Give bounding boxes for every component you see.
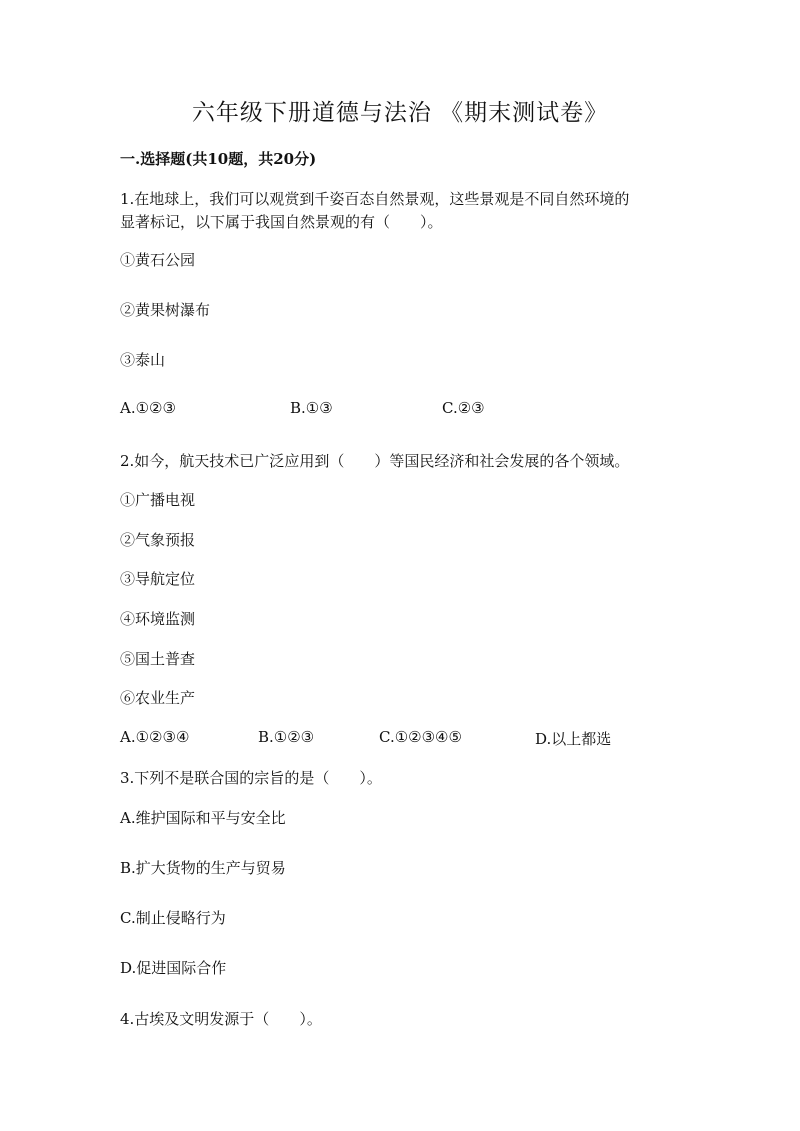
q2-item-1: ①广播电视 [120,491,196,509]
q2-stem: 2.如今，航天技术已广泛应用到（ ）等国民经济和社会发展的各个领域。 [120,452,630,470]
q3-option-d: D.促进国际合作 [120,959,227,977]
q2-option-b: B.①②③ [258,728,315,746]
q1-item-2: ②黄果树瀑布 [120,301,211,319]
page-title: 六年级下册道德与法治 《期末测试卷》 [191,100,609,126]
q1-item-3: ③泰山 [120,351,166,369]
q3-stem: 3.下列不是联合国的宗旨的是（ ）。 [120,769,382,787]
q2-item-2: ②气象预报 [120,531,196,549]
q2-item-5: ⑤国土普查 [120,650,196,668]
q1-option-c: C.②③ [442,399,485,417]
q1-stem-line2: 显著标记，以下属于我国自然景观的有（ ）。 [120,213,443,231]
q1-option-b: B.①③ [290,399,333,417]
q3-option-a: A.维护国际和平与安全比 [120,809,286,827]
q1-option-a: A.①②③ [120,399,176,417]
q2-item-3: ③导航定位 [120,570,196,588]
q2-option-d: D.以上都选 [535,730,612,748]
q2-item-4: ④环境监测 [120,610,196,628]
q3-option-c: C.制止侵略行为 [120,909,226,927]
q2-option-a: A.①②③④ [120,728,190,746]
q1-item-1: ①黄石公园 [120,251,196,269]
section-heading: 一.选择题(共10题，共20分) [120,150,317,168]
q1-stem-line1: 1.在地球上，我们可以观赏到千姿百态自然景观，这些景观是不同自然环境的 [120,190,630,208]
q4-stem: 4.古埃及文明发源于（ ）。 [120,1010,322,1028]
q3-option-b: B.扩大货物的生产与贸易 [120,859,286,877]
q2-option-c: C.①②③④⑤ [379,728,462,746]
q2-item-6: ⑥农业生产 [120,689,196,707]
